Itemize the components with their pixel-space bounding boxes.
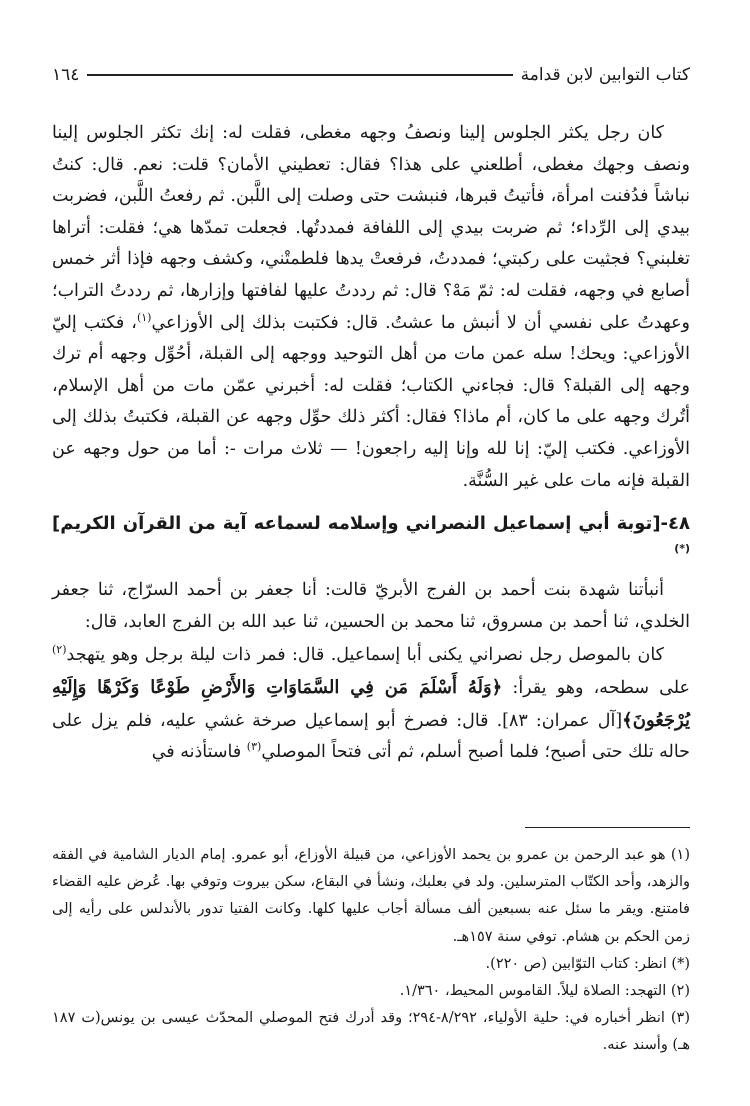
footnote-marker: (*) [671,955,690,972]
footnote [52,951,690,978]
footnote-text: التهجد: الصلاة ليلاً. القاموس المحيط، ١/٣٦٠. [399,983,667,1000]
footnote [52,1005,690,1059]
footnotes [52,842,690,1060]
book-title: كتاب التوابين لابن قدامة [520,65,690,85]
footnote [52,842,690,951]
quran-verse: ﴿وَلَهُ أَسْلَمَ مَن فِي السَّمَاوَاتِ وَالأَرْضِ طَوْعًا وَكَرْهًا وَإِلَيْهِ يُرْجَعُونَ﴾ [52,676,690,731]
page-number: ١٦٤ [52,65,80,85]
paragraph-text: [آل عمران: ٨٣]. قال: فصرخ أبو إسماعيل صرخة غشي عليه، فلم يزل على حاله تلك حتى أصبح؛ فلما أصبح أسلم، ثم أتى فتحاً الموصلي [52,710,690,763]
heading-text: ٤٨-[توبة أبي إسماعيل النصراني وإسلامه لسماعه آية من القرآن الكريم] [52,513,690,535]
footnote-separator [525,827,690,828]
paragraph-text: كان رجل يكثر الجلوس إلينا ونصفُ وجهه مغطى، فقلت له: إنك تكثر الجلوس إلينا ونصف وجهك مغطى، أطلعني على هذا؟ فقال: تعطيني الأمان؟ قلت: نعم. قال: كنتُ نباشاً فدُفنت امرأة، فأتيتُ قبرها، فنبشت حتى وصلت إلى اللَّبن. ثم رفعتُ اللَّبن، فضربت بيدي إلى الرِّداء؛ ثم ضربت بيدي إلى اللفافة فمددتُها. فجعلت تمدّها هي؛ فقلت: أتراها تغلبني؟ فجثيت على ركبتي؛ فمددتُ، فرفعتْ يدها فلطمتْني، وكشف وجهه فإذا أثر خمس أصابع في وجهه، فقلت له: ثمّ مَهْ؟ قال: ثم رددتُ عليها لفافتها وإزارها، ثم رددتُ التراب؛ وعهدتُ على نفسي أن لا أنبش ما عشتُ. قال: فكتبت بذلك إلى الأوزاعي [52,123,690,333]
footnote-text: انظر أخباره في: حلية الأولياء، ٨/٢٩٢-٢٩٤؛ وقد أدرك فتح الموصلي المحدّث عيسى بن يونس(ت ١٨٧ هـ) وأسند عنه. [52,1010,690,1054]
footnote-marker: (٢) [670,983,690,1000]
running-header [52,60,690,90]
paragraph-text: فاستأذنه في [151,742,247,763]
header-rule [87,74,512,76]
paragraph-isnad: أنبأتنا شهدة بنت أحمد بن الفرج الأبريّ قالت: أنا جعفر بن أحمد السرّاج، ثنا جعفر الخلدي، ثنا أحمد بن مسروق، ثنا محمد بن الحسين، ثنا عبد الله بن الفرج العابد، قال: [52,580,690,632]
footnote [52,978,690,1005]
footnote-text: انظر: كتاب التوّابين (ص ٢٢٠). [485,955,667,972]
footnote-ref: (*) [674,542,690,556]
footnote-ref: (٢) [52,643,67,657]
paragraph-story [52,118,690,497]
paragraph-anecdote [52,640,690,768]
footnote-text: هو عبد الرحمن بن عمرو بن يحمد الأوزاعي، من قبيلة الأوزاع، أبو عمرو. إمام الديار الشامية في الفقه والزهد، وأحد الكتّاب المترسلين. ولد في بعلبك، ونشأ في البقاع، سكن بيروت وتوفي بها. عُرض عليه القضاء فامتنع. ويقر ما سئل عنه بسبعين ألف مسألة أجاب عليها كلها. وكانت الفتيا تدور بالأندلس على رأيه إلى زمن الحكم بن هشام. توفي سنة ١٥٧هـ. [52,847,690,945]
section-heading [52,509,690,569]
footnote-marker: (٣) [670,1010,690,1027]
footnote-ref: (١) [136,310,152,324]
paragraph-text: كان بالموصل رجل نصراني يكنى أبا إسماعيل. قال: فمر ذات ليلة برجل وهو يتهجد [66,645,664,666]
paragraph-text: على سطحه، وهو يقرأ: [502,677,690,698]
footnote-marker: (١) [670,847,691,863]
paragraph-text: ، فكتب إليّ الأوزاعي: ويحك! سله عمن مات من أهل التوحيد ووجهه إلى القبلة، أحُوِّل وجهه أم ترك وجهه إلى القبلة؟ قال: فجاءني الكتاب؛ فقلت له: أخبرني عمّن مات من أهل الإسلام، أتُرك وجهه على ما كان، أم ماذا؟ فقال: أكثر ذلك حوِّل وجهه عن القبلة، فكتبتُ بذلك إلى الأوزاعي. فكتب إليّ: إنا لله وإنا إليه راجعون! — ثلاث مرات -: أما من حول وجهه عن القبلة فإنه مات على غير السُّنَّة. [52,312,690,491]
main-text [52,118,690,769]
footnote-ref: (٣) [246,740,262,754]
